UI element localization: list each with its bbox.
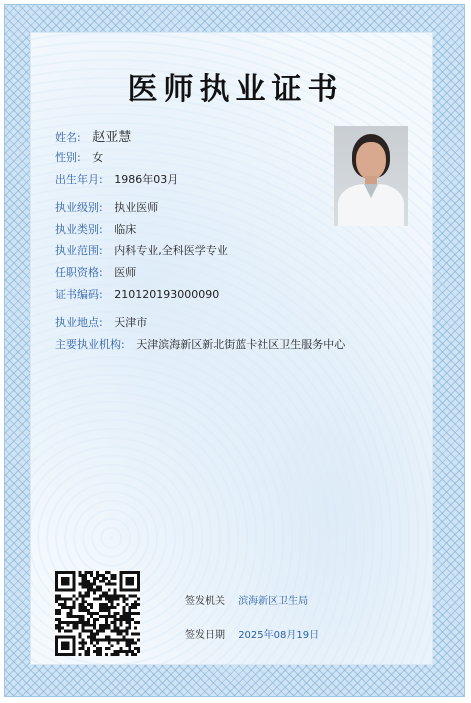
field-cert-no-value: 210120193000090 — [114, 288, 220, 301]
field-birth-value: 1986年03月 — [114, 173, 179, 186]
field-category — [55, 221, 136, 237]
certificate-title: 医师执业证书 — [127, 72, 344, 107]
field-gender — [55, 149, 103, 165]
field-category-label: 执业类别: — [55, 223, 103, 236]
field-scope — [55, 242, 228, 258]
issuing-authority-label: 签发机关 — [185, 596, 225, 607]
field-name-label: 姓名: — [55, 131, 81, 144]
issue-date-label: 签发日期 — [185, 630, 225, 641]
field-birth — [55, 171, 178, 187]
field-name-value: 赵亚慧 — [92, 130, 132, 145]
field-qualification-value: 医师 — [114, 266, 137, 279]
field-level — [55, 199, 158, 215]
field-gender-label: 性别: — [55, 151, 81, 164]
field-location — [55, 314, 147, 330]
field-qualification-label: 任职资格: — [55, 266, 103, 279]
field-cert-no — [55, 286, 219, 302]
field-qualification — [55, 264, 136, 280]
field-scope-label: 执业范围: — [55, 244, 103, 257]
field-institution-label: 主要执业机构: — [55, 338, 125, 351]
field-location-value: 天津市 — [114, 316, 148, 329]
qr-code[interactable] — [55, 571, 140, 656]
field-institution — [55, 336, 345, 352]
field-scope-value: 内科专业,全科医学专业 — [114, 244, 228, 257]
field-location-label: 执业地点: — [55, 316, 103, 329]
field-level-label: 执业级别: — [55, 201, 103, 214]
issue-date — [185, 626, 319, 641]
issuing-authority — [185, 592, 308, 607]
field-birth-label: 出生年月: — [55, 173, 103, 186]
field-cert-no-label: 证书编码: — [55, 288, 103, 301]
field-level-value: 执业医师 — [114, 201, 159, 214]
portrait-photo — [334, 126, 408, 226]
issuing-authority-value: 滨海新区卫生局 — [238, 596, 309, 607]
field-name — [55, 126, 131, 145]
field-institution-value: 天津滨海新区新北街蓝卡社区卫生服务中心 — [136, 338, 346, 351]
issue-date-value: 2025年08月19日 — [238, 630, 320, 641]
field-category-value: 临床 — [114, 223, 137, 236]
field-gender-value: 女 — [92, 151, 104, 164]
